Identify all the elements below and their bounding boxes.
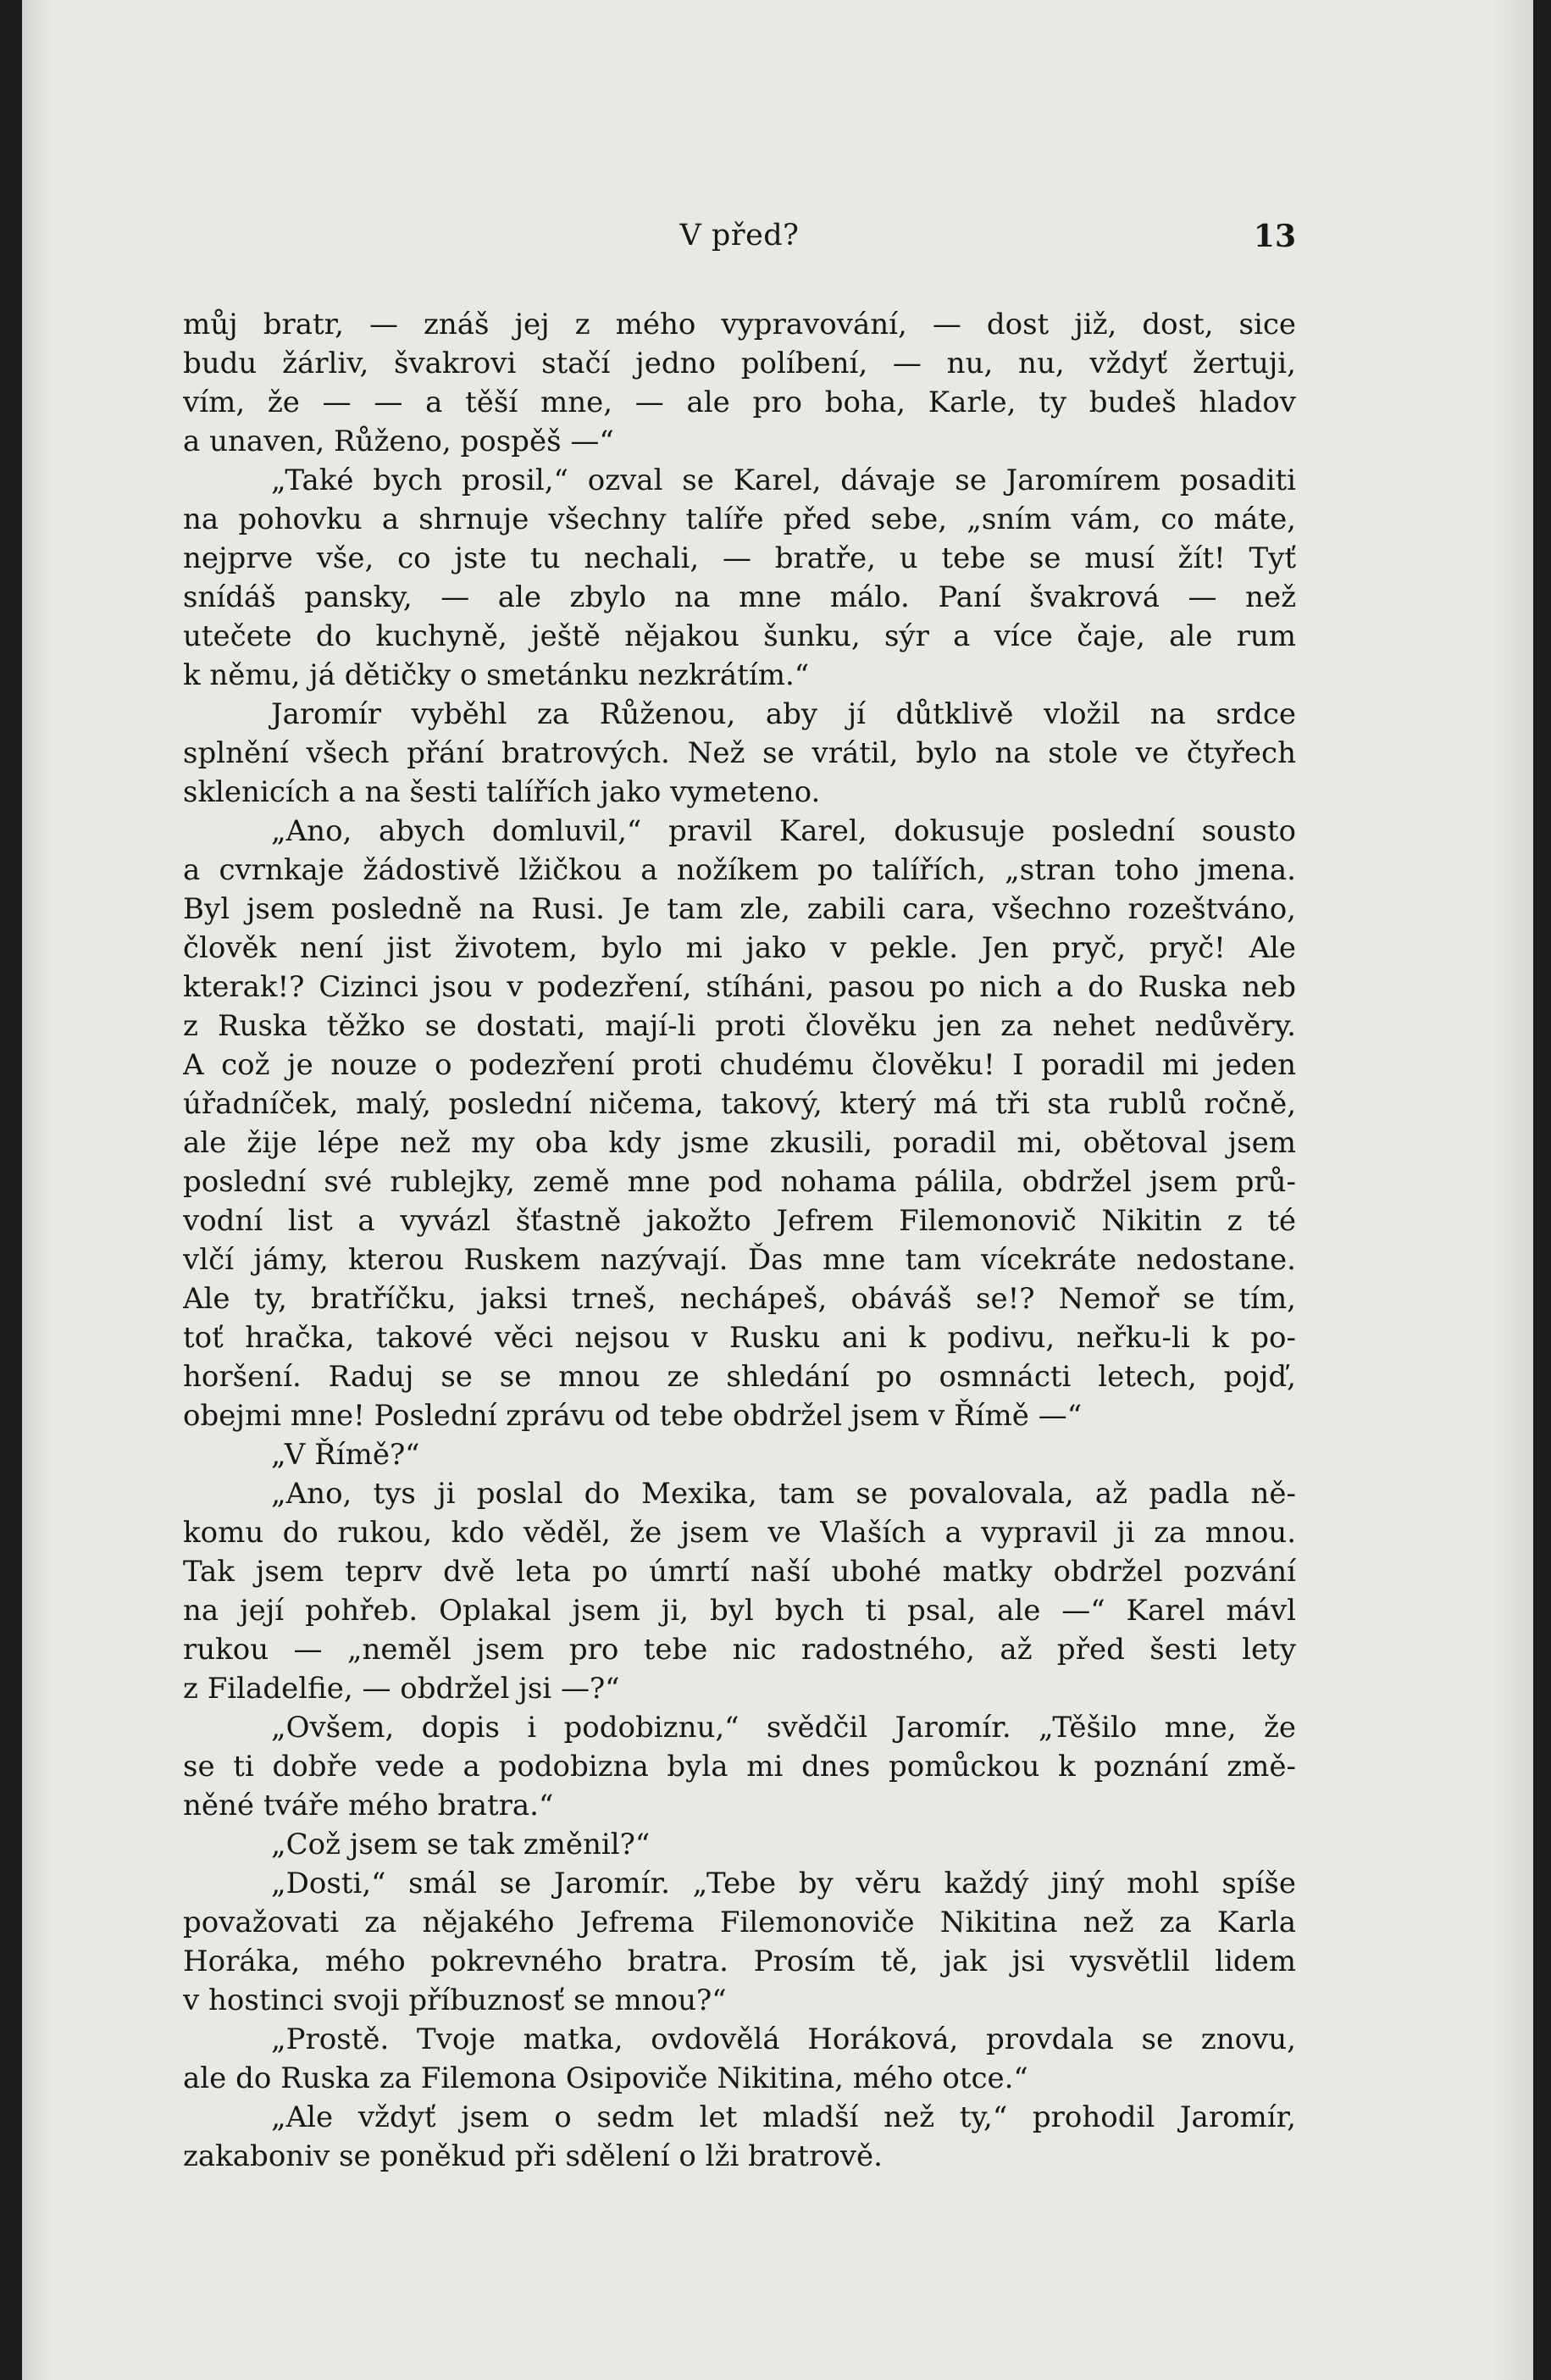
text-line: rukou — „neměl jsem pro tebe nic radostného, až před šesti lety [183, 1633, 1296, 1667]
text-line: na pohovku a shrnuje všechny talíře před sebe, „sním vám, co máte, [183, 502, 1296, 536]
text-line: zakaboniv se poněkud při sdělení o lži bratrově. [183, 2139, 883, 2173]
text-line: „Ovšem, dopis i podobiznu,“ svědčil Jaromír. „Těšilo mne, že [271, 1711, 1296, 1745]
text-line: a unaven, Růženo, pospěš —“ [183, 424, 614, 458]
text-line: A což je nouze o podezření proti chudému člověku! I poradil mi jeden [183, 1048, 1296, 1082]
text-line: můj bratr, — znáš jej z mého vypravování, — dost již, dost, sice [183, 308, 1296, 341]
running-title: V před? [679, 219, 800, 252]
text-line: k němu, já dětičky o smetánku nezkrátím.“ [183, 658, 810, 692]
text-line: ale do Ruska za Filemona Osipoviče Nikitina, mého otce.“ [183, 2061, 1028, 2095]
text-line: toť hračka, takové věci nejsou v Rusku ani k podivu, neřku-li k po- [183, 1321, 1296, 1355]
text-line: horšení. Raduj se se mnou ze shledání po osmnácti letech, pojď, [183, 1360, 1296, 1394]
text-line: a cvrnkaje žádostivě lžičkou a nožíkem po talířích, „stran toho jmena. [183, 853, 1296, 887]
text-line: „Ano, tys ji poslal do Mexika, tam se povalovala, až padla ně- [271, 1477, 1296, 1511]
text-line: vlčí jámy, kterou Ruskem nazývají. Ďas mne tam vícekráte nedostane. [183, 1243, 1296, 1277]
text-line: úřadníček, malý, poslední ničema, takový, který má tři sta rublů ročně, [183, 1087, 1296, 1121]
text-line: něné tváře mého bratra.“ [183, 1789, 554, 1822]
book-page [22, 0, 1533, 2380]
text-line: vodní list a vyvázl šťastně jakožto Jefrem Filemonovič Nikitin z té [183, 1204, 1296, 1238]
text-line: utečete do kuchyně, ještě nějakou šunku, sýr a více čaje, ale rum [183, 619, 1296, 653]
text-line: kterak!? Cizinci jsou v podezření, stíháni, pasou po nich a do Ruska neb [183, 970, 1296, 1004]
text-line: Byl jsem posledně na Rusi. Je tam zle, zabili cara, všechno rozeštváno, [183, 892, 1296, 926]
page-number: 13 [1253, 219, 1296, 254]
text-line: Jaromír vyběhl za Růženou, aby jí důtklivě vložil na srdce [271, 697, 1296, 731]
text-line: se ti dobře vede a podobizna byla mi dnes pomůckou k poznání změ- [183, 1750, 1296, 1784]
text-line: snídáš pansky, — ale zbylo na mne málo. Paní švakrová — než [183, 580, 1296, 614]
text-line: „V Římě?“ [271, 1438, 420, 1472]
text-line: „Také bych prosil,“ ozval se Karel, dávaje se Jaromírem posaditi [271, 463, 1296, 497]
body-text [183, 305, 1296, 2176]
text-line: Ale ty, bratříčku, jaksi trneš, nechápeš, obáváš se!? Nemoř se tím, [183, 1282, 1296, 1316]
text-line: na její pohřeb. Oplakal jsem ji, byl bych ti psal, ale —“ Karel mávl [183, 1594, 1296, 1628]
text-line: nejprve vše, co jste tu nechali, — bratře, u tebe se musí žít! Tyť [183, 541, 1296, 575]
text-line: Horáka, mého pokrevného bratra. Prosím tě, jak jsi vysvětlil lidem [183, 1944, 1296, 1978]
text-line: „Dosti,“ smál se Jaromír. „Tebe by věru každý jiný mohl spíše [271, 1867, 1296, 1900]
text-line: z Filadelfie, — obdržel jsi —?“ [183, 1672, 620, 1706]
text-line: v hostinci svoji příbuznosť se mnou?“ [183, 1983, 727, 2017]
text-line: splnění všech přání bratrových. Než se vrátil, bylo na stole ve čtyřech [183, 736, 1296, 770]
text-line: budu žárliv, švakrovi stačí jedno políbení, — nu, nu, vždyť žertuji, [183, 347, 1296, 380]
text-line: z Ruska těžko se dostati, mají-li proti člověku jen za nehet nedůvěry. [183, 1009, 1296, 1043]
text-line: obejmi mne! Poslední zprávu od tebe obdržel jsem v Římě —“ [183, 1399, 1083, 1433]
text-line: „Ale vždyť jsem o sedm let mladší než ty,“ prohodil Jaromír, [271, 2100, 1296, 2134]
text-line: člověk není jist životem, bylo mi jako v pekle. Jen pryč, pryč! Ale [183, 931, 1296, 965]
text-line: „Ano, abych domluvil,“ pravil Karel, dokusuje poslední sousto [271, 814, 1296, 848]
text-line: poslední své rublejky, země mne pod nohama pálila, obdržel jsem prů- [183, 1165, 1296, 1199]
running-header [183, 219, 1296, 261]
text-line: sklenicích a na šesti talířích jako vymeteno. [183, 775, 821, 809]
text-line: Tak jsem teprv dvě leta po úmrtí naší ubohé matky obdržel pozvání [183, 1555, 1296, 1589]
text-line: „Prostě. Tvoje matka, ovdovělá Horáková, provdala se znovu, [271, 2022, 1296, 2056]
text-line: „Což jsem se tak změnil?“ [271, 1828, 651, 1861]
text-line: komu do rukou, kdo věděl, že jsem ve Vlaších a vypravil ji za mnou. [183, 1516, 1296, 1550]
text-line: považovati za nějakého Jefrema Filemonoviče Nikitina než za Karla [183, 1906, 1296, 1939]
text-line: vím, že — — a těší mne, — ale pro boha, Karle, ty budeš hladov [183, 386, 1296, 419]
text-line: ale žije lépe než my oba kdy jsme zkusili, poradil mi, obětoval jsem [183, 1126, 1296, 1160]
